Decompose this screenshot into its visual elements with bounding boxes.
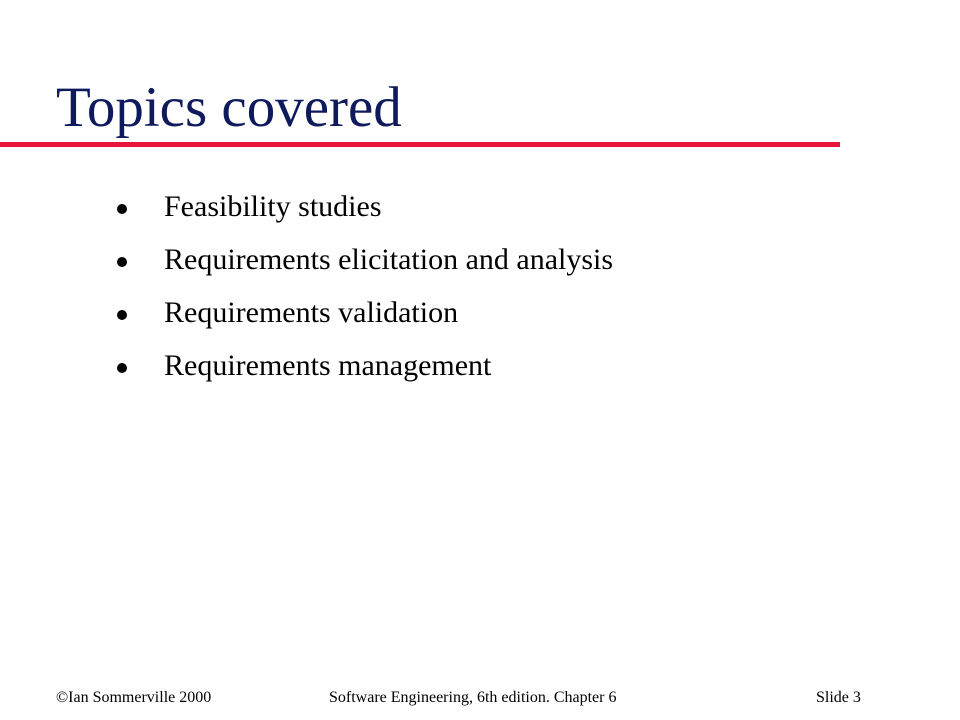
bullet-text: Feasibility studies (164, 190, 382, 223)
bullet-icon (117, 204, 127, 214)
title-underline (0, 142, 840, 147)
bullet-text: Requirements validation (164, 296, 459, 329)
bullet-text: Requirements management (164, 349, 492, 382)
bullet-icon (117, 363, 127, 373)
footer-slide-number: Slide 3 (816, 689, 861, 706)
footer-book-title: Software Engineering, 6th edition. Chapter 6 (329, 689, 617, 706)
slide-title: Topics covered (56, 76, 402, 139)
bullet-icon (117, 257, 127, 267)
footer-copyright: ©Ian Sommerville 2000 (56, 689, 212, 706)
bullet-icon (117, 310, 127, 320)
bullet-text: Requirements elicitation and analysis (164, 243, 614, 276)
